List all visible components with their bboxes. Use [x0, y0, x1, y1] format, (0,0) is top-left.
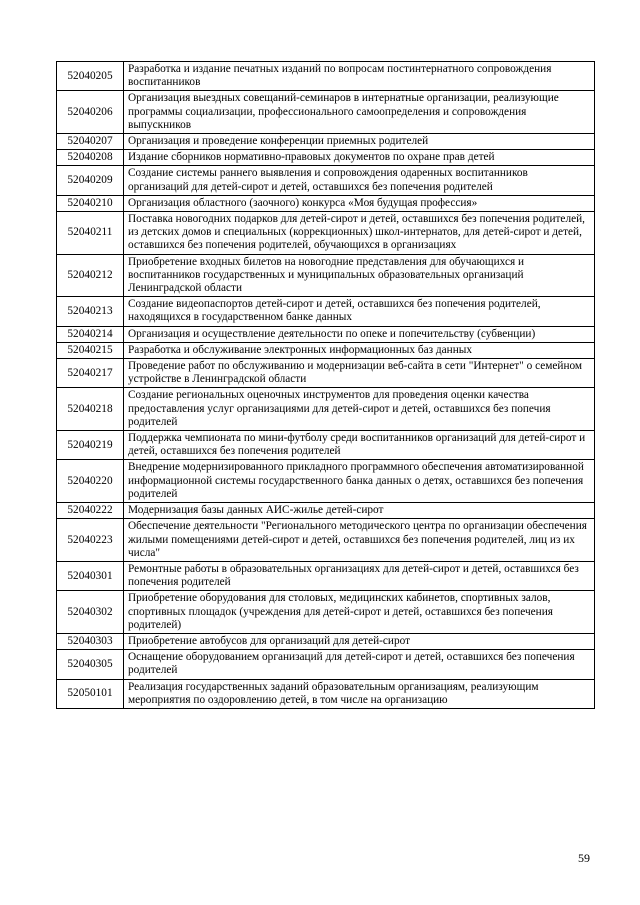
description-cell: Организация и осуществление деятельности по опеке и попечительству (субвенции) — [124, 326, 595, 342]
code-cell: 52040301 — [57, 561, 124, 590]
table-row — [57, 460, 595, 503]
description-cell: Реализация государственных заданий образовательным организациям, реализующим мероприятия по оздоровлению детей, в том числе на организацию — [124, 679, 595, 708]
table-row — [57, 212, 595, 255]
code-cell: 52040206 — [57, 91, 124, 134]
table-row — [57, 297, 595, 326]
description-cell: Разработка и издание печатных изданий по вопросам постинтернатного сопровождения воспитанников — [124, 62, 595, 91]
description-cell: Создание региональных оценочных инструментов для проведения оценки качества предоставления услуг организациями для детей-сирот и детей, оставшихся без попечия родителей — [124, 388, 595, 431]
code-cell: 52040220 — [57, 460, 124, 503]
code-cell: 52040205 — [57, 62, 124, 91]
table-row — [57, 195, 595, 211]
code-cell: 52040208 — [57, 150, 124, 166]
code-cell: 52040207 — [57, 134, 124, 150]
description-cell: Поставка новогодних подарков для детей-сирот и детей, оставшихся без попечения родителей, из детских домов и специальных (коррекционных) школ-интернатов, для детей-сирот и детей, оставшихся без попечения родителей, обучающихся в организациях — [124, 212, 595, 255]
code-cell: 52040223 — [57, 519, 124, 562]
code-cell: 52040212 — [57, 254, 124, 297]
description-cell: Создание системы раннего выявления и сопровождения одаренных воспитанников организаций для детей-сирот и детей, оставшихся без попечения родителей — [124, 166, 595, 195]
description-cell: Приобретение автобусов для организаций для детей-сирот — [124, 633, 595, 649]
table-row — [57, 150, 595, 166]
code-cell: 52040222 — [57, 503, 124, 519]
table-row — [57, 166, 595, 195]
code-cell: 52040217 — [57, 359, 124, 388]
description-cell: Обеспечение деятельности "Регионального методического центра по организации обеспечения жилыми помещениями детей-сирот и детей, оставшихся без попечения родителей, лиц из их числа" — [124, 519, 595, 562]
table-body — [57, 62, 595, 709]
code-cell: 52040214 — [57, 326, 124, 342]
table-row — [57, 561, 595, 590]
table-row — [57, 388, 595, 431]
code-cell: 52040215 — [57, 342, 124, 358]
code-cell: 52040211 — [57, 212, 124, 255]
table-row — [57, 633, 595, 649]
code-cell: 52040213 — [57, 297, 124, 326]
table-row — [57, 91, 595, 134]
description-cell: Приобретение оборудования для столовых, медицинских кабинетов, спортивных залов, спортивных площадок (учреждения для детей-сирот и детей, оставшихся без попечения родителей) — [124, 591, 595, 634]
code-cell: 52040210 — [57, 195, 124, 211]
description-cell: Ремонтные работы в образовательных организациях для детей-сирот и детей, оставшихся без попечения родителей — [124, 561, 595, 590]
table-row — [57, 326, 595, 342]
table-row — [57, 591, 595, 634]
table-row — [57, 359, 595, 388]
description-cell: Приобретение входных билетов на новогодние представления для обучающихся и воспитанников государственных и муниципальных образовательных организаций Ленинградской области — [124, 254, 595, 297]
description-cell: Организация выездных совещаний-семинаров в интернатные организации, реализующие программы социализации, профессионального самоопределения и сопровождения выпускников — [124, 91, 595, 134]
table-row — [57, 650, 595, 679]
code-cell: 52040305 — [57, 650, 124, 679]
description-cell: Создание видеопаспортов детей-сирот и детей, оставшихся без попечения родителей, находящихся в государственном банке данных — [124, 297, 595, 326]
table-row — [57, 254, 595, 297]
code-cell: 52040218 — [57, 388, 124, 431]
table-row — [57, 134, 595, 150]
description-cell: Издание сборников нормативно-правовых документов по охране прав детей — [124, 150, 595, 166]
description-cell: Организация и проведение конференции приемных родителей — [124, 134, 595, 150]
code-cell: 52040209 — [57, 166, 124, 195]
description-cell: Организация областного (заочного) конкурса «Моя будущая профессия» — [124, 195, 595, 211]
code-cell: 52050101 — [57, 679, 124, 708]
description-cell: Внедрение модернизированного прикладного программного обеспечения автоматизированной информационной системы государственного банка данных о детях, оставшихся без попечения родителей — [124, 460, 595, 503]
description-cell: Поддержка чемпионата по мини-футболу среди воспитанников организаций для детей-сирот и детей, оставшихся без попечения родителей — [124, 431, 595, 460]
description-cell: Оснащение оборудованием организаций для детей-сирот и детей, оставшихся без попечения родителей — [124, 650, 595, 679]
description-cell: Модернизация базы данных АИС-жилье детей-сирот — [124, 503, 595, 519]
table-row — [57, 519, 595, 562]
table-row — [57, 342, 595, 358]
code-cell: 52040303 — [57, 633, 124, 649]
description-cell: Проведение работ по обслуживанию и модернизации веб-сайта в сети "Интернет" о семейном устройстве в Ленинградской области — [124, 359, 595, 388]
code-cell: 52040219 — [57, 431, 124, 460]
description-cell: Разработка и обслуживание электронных информационных баз данных — [124, 342, 595, 358]
table-row — [57, 503, 595, 519]
table-row — [57, 431, 595, 460]
code-cell: 52040302 — [57, 591, 124, 634]
table-row — [57, 679, 595, 708]
table-row — [57, 62, 595, 91]
page-number: 59 — [578, 851, 590, 865]
budget-code-table — [56, 61, 595, 709]
